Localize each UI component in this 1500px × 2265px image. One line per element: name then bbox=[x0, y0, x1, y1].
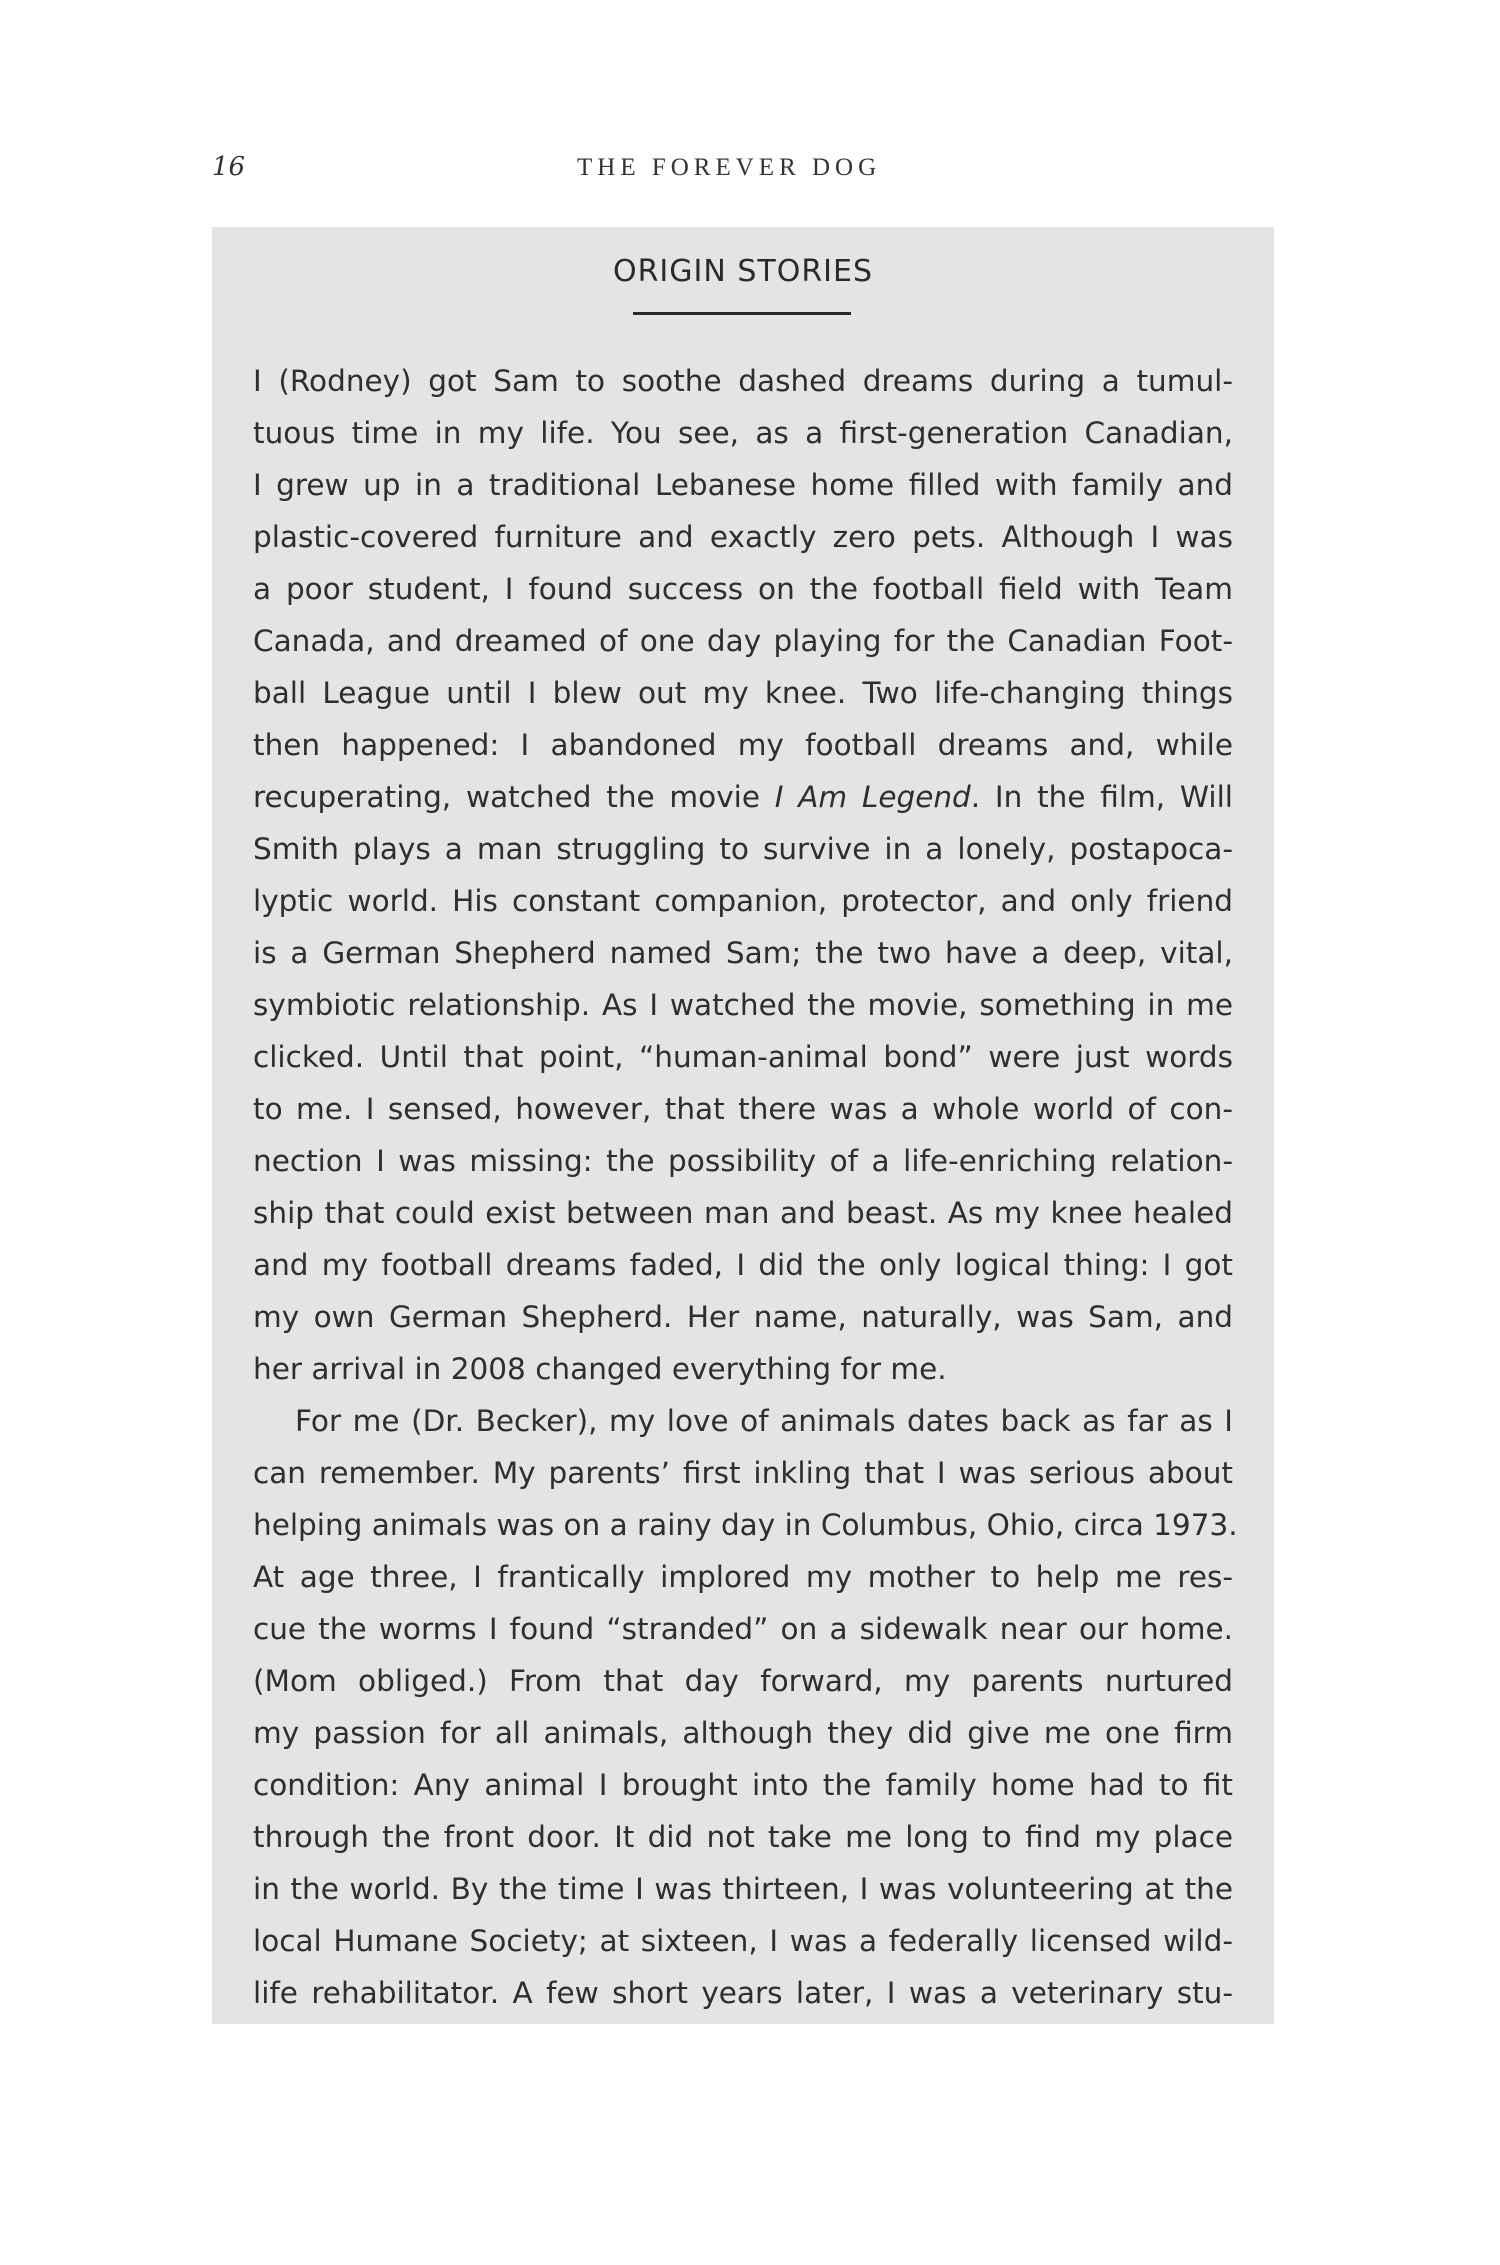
text-line: Canada, and dreamed of one day playing for the Canadian Foot- bbox=[253, 624, 1233, 658]
text-line: my passion for all animals, although they did give me one firm bbox=[253, 1716, 1233, 1750]
text-line: life rehabilitator. A few short years later, I was a veterinary stu- bbox=[253, 1976, 1233, 2010]
text-line: At age three, I frantically implored my mother to help me res- bbox=[253, 1560, 1233, 1594]
text-line: tuous time in my life. You see, as a first-generation Canadian, bbox=[253, 416, 1233, 450]
text-line: (Mom obliged.) From that day forward, my parents nurtured bbox=[253, 1664, 1233, 1698]
movie-title: I Am Legend bbox=[774, 780, 971, 814]
text-line: ship that could exist between man and beast. As my knee healed bbox=[253, 1196, 1233, 1230]
book-title: THE FOREVER DOG bbox=[577, 154, 882, 181]
page-number: 16 bbox=[212, 152, 246, 182]
text-line: lyptic world. His constant companion, protector, and only friend bbox=[253, 884, 1233, 918]
text-segment: recuperating, watched the movie bbox=[253, 780, 775, 814]
text-segment: . In the film, Will bbox=[970, 780, 1233, 814]
text-line: to me. I sensed, however, that there was a whole world of con- bbox=[253, 1092, 1233, 1126]
sidebar-heading: ORIGIN STORIES bbox=[612, 254, 874, 289]
text-line: condition: Any animal I brought into the family home had to fit bbox=[253, 1768, 1233, 1802]
running-head bbox=[212, 152, 1272, 192]
text-line: cue the worms I found “stranded” on a sidewalk near our home. bbox=[253, 1612, 1233, 1646]
text-line: ball League until I blew out my knee. Two life-changing things bbox=[253, 676, 1233, 710]
text-line: symbiotic relationship. As I watched the movie, something in me bbox=[253, 988, 1233, 1022]
text-line: is a German Shepherd named Sam; the two have a deep, vital, bbox=[253, 936, 1233, 970]
text-line: a poor student, I found success on the football field with Team bbox=[253, 572, 1233, 606]
text-line: can remember. My parents’ first inkling that I was serious about bbox=[253, 1456, 1233, 1490]
origin-stories-sidebar bbox=[212, 227, 1274, 2024]
text-line: local Humane Society; at sixteen, I was a federally licensed wild- bbox=[253, 1924, 1233, 1958]
text-line: helping animals was on a rainy day in Columbus, Ohio, circa 1973. bbox=[253, 1508, 1238, 1542]
text-line: and my football dreams faded, I did the only logical thing: I got bbox=[253, 1248, 1233, 1282]
text-line: then happened: I abandoned my football dreams and, while bbox=[253, 728, 1233, 762]
sidebar-body bbox=[253, 355, 1238, 2019]
text-line: I (Rodney) got Sam to soothe dashed dreams during a tumul- bbox=[253, 364, 1233, 398]
text-line: For me (Dr. Becker), my love of animals dates back as far as I bbox=[295, 1404, 1233, 1438]
heading-divider bbox=[633, 312, 851, 315]
text-line-with-movie-title bbox=[253, 771, 1233, 823]
text-line: her arrival in 2008 changed everything for me. bbox=[253, 1352, 947, 1386]
text-line: plastic-covered furniture and exactly zero pets. Although I was bbox=[253, 520, 1233, 554]
text-line: clicked. Until that point, “human-animal bond” were just words bbox=[253, 1040, 1233, 1074]
text-line: Smith plays a man struggling to survive in a lonely, postapoca- bbox=[253, 832, 1233, 866]
text-line: nection I was missing: the possibility of a life-enriching relation- bbox=[253, 1144, 1233, 1178]
text-line: through the front door. It did not take me long to find my place bbox=[253, 1820, 1233, 1854]
text-line: my own German Shepherd. Her name, naturally, was Sam, and bbox=[253, 1300, 1233, 1334]
text-line: in the world. By the time I was thirteen, I was volunteering at the bbox=[253, 1872, 1233, 1906]
text-line: I grew up in a traditional Lebanese home filled with family and bbox=[253, 468, 1233, 502]
